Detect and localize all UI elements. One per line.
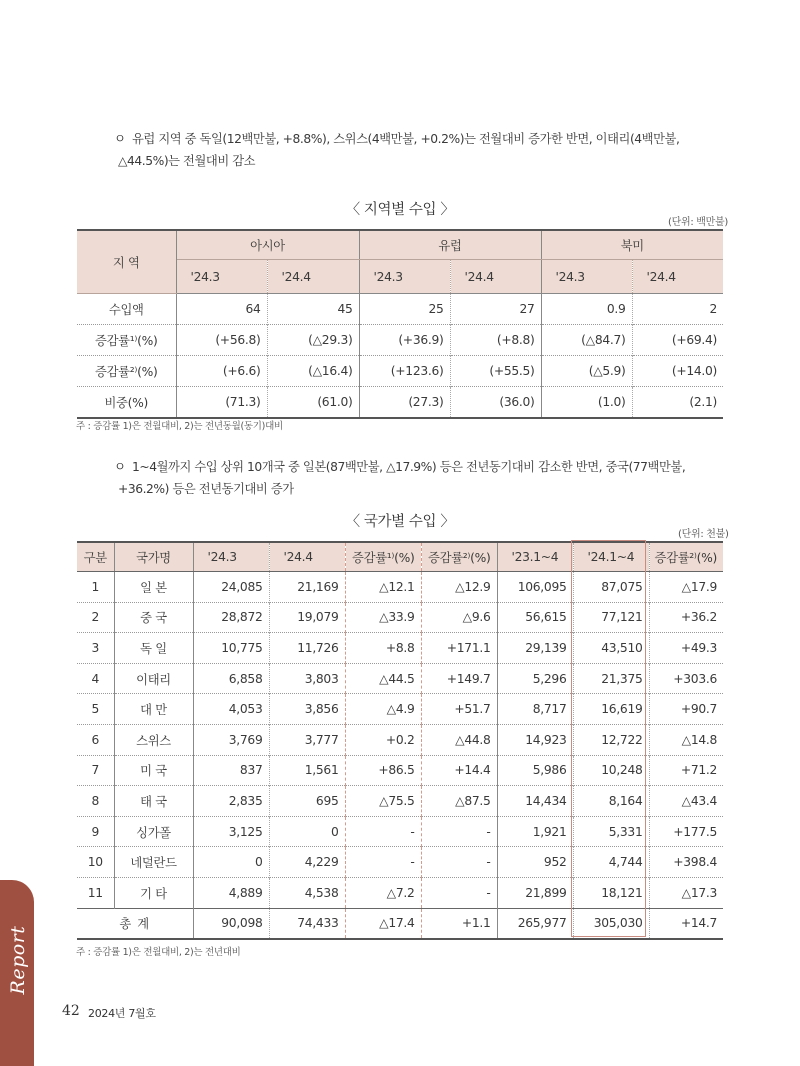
issue-label: 2024년 7월호 — [88, 1007, 156, 1020]
row-number: 4 — [77, 663, 114, 694]
table-cell: (+14.0) — [632, 356, 723, 387]
table2-title: 〈 국가별 수입 〉 — [345, 514, 455, 530]
table-cell: +36.2 — [649, 602, 723, 633]
table-cell: (+36.9) — [359, 325, 450, 356]
country-name: 중 국 — [114, 602, 193, 633]
country-name: 스위스 — [114, 724, 193, 755]
table-cell: (+55.5) — [450, 356, 541, 387]
row-number: 3 — [77, 633, 114, 664]
table-cell: (△5.9) — [541, 356, 632, 387]
table-cell: △43.4 — [649, 786, 723, 817]
table-cell: +177.5 — [649, 816, 723, 847]
col-header: 증감률²⁾(%) — [649, 542, 723, 572]
table-cell: 3,803 — [269, 663, 345, 694]
table-cell: 29,139 — [497, 633, 573, 664]
group-header-north-america: 북미 — [541, 230, 723, 260]
table-row — [77, 633, 723, 664]
table-cell: +8.8 — [345, 633, 421, 664]
row-number: 10 — [77, 847, 114, 878]
table2-unit: (단위: 천불) — [678, 529, 729, 540]
table-cell: +49.3 — [649, 633, 723, 664]
table-cell: △17.9 — [681, 579, 717, 594]
paragraph-europe — [114, 128, 730, 172]
table-cell: 16,619 — [573, 694, 649, 725]
period-header: '24.3 — [359, 260, 450, 294]
table-cell: 0 — [269, 816, 345, 847]
table-cell: 5,331 — [573, 816, 649, 847]
row-number: 1 — [77, 572, 114, 603]
col-header: '23.1~4 — [497, 542, 573, 572]
table-cell: (+6.6) — [176, 356, 267, 387]
row-number: 9 — [77, 816, 114, 847]
country-name: 미 국 — [114, 755, 193, 786]
table1-unit: (단위: 백만불) — [668, 217, 728, 228]
table-cell: 21,899 — [497, 877, 573, 908]
table-cell: 45 — [267, 294, 359, 325]
table-cell: (1.0) — [541, 387, 632, 419]
table-cell: 837 — [193, 755, 269, 786]
country-name: 독 일 — [114, 633, 193, 664]
table-cell: +14.4 — [421, 755, 497, 786]
country-name: 이태리 — [114, 663, 193, 694]
table-cell: 21,169 — [269, 572, 345, 603]
table-cell: +51.7 — [421, 694, 497, 725]
table-cell: 1,561 — [269, 755, 345, 786]
table-cell: △14.8 — [649, 724, 723, 755]
table-row — [77, 694, 723, 725]
row-label: 증감률¹⁾(%) — [77, 325, 176, 356]
table-cell: 695 — [269, 786, 345, 817]
table-cell: 4,538 — [269, 877, 345, 908]
table-cell: 12,722 — [573, 724, 649, 755]
row-number: 5 — [77, 694, 114, 725]
table-cell: +14.7 — [649, 908, 723, 939]
table-cell: (△16.4) — [267, 356, 359, 387]
table-row — [77, 572, 723, 603]
table-cell: +149.7 — [421, 663, 497, 694]
table-cell: 43,510 — [573, 633, 649, 664]
table-cell: (△29.3) — [267, 325, 359, 356]
table-cell: 106,095 — [497, 572, 573, 603]
bullet-marker: ㅇ — [114, 132, 126, 146]
table-cell: - — [421, 877, 497, 908]
table-cell: 952 — [497, 847, 573, 878]
table-row — [77, 816, 723, 847]
table-cell: 265,977 — [497, 908, 573, 939]
table-cell: 4,889 — [193, 877, 269, 908]
country-name: 네덜란드 — [114, 847, 193, 878]
country-import-table — [77, 541, 723, 940]
country-name: 기 타 — [114, 877, 193, 908]
table-cell: △87.5 — [421, 786, 497, 817]
table1-title: 〈 지역별 수입 〉 — [345, 202, 455, 218]
table-row — [77, 387, 723, 419]
row-label: 비중(%) — [77, 387, 176, 419]
table-row — [77, 877, 723, 908]
table-cell: △44.5 — [345, 663, 421, 694]
col-header-country: 국가명 — [114, 542, 193, 572]
table-cell: (+123.6) — [359, 356, 450, 387]
table-cell: +86.5 — [345, 755, 421, 786]
table-cell: 14,923 — [497, 724, 573, 755]
paragraph-text: 1~4월까지 수입 상위 10개국 중 일본(87백만불, △17.9%) 등은 전년동기대비 감소한 반면, 중국(77백만불, +36.2%) 등은 전년동기대비 증가 — [118, 460, 686, 496]
table-row — [77, 356, 723, 387]
table-cell: 2 — [709, 302, 718, 316]
table-row — [77, 325, 723, 356]
table-row — [77, 602, 723, 633]
table-cell: (2.1) — [632, 387, 723, 419]
table1-note: 주 : 증감률 1)은 전월대비, 2)는 전년동월(동기)대비 — [76, 421, 283, 432]
table-cell: 19,079 — [269, 602, 345, 633]
region-header: 지 역 — [77, 230, 176, 294]
table-cell: - — [421, 847, 497, 878]
period-header: '24.3 — [176, 260, 267, 294]
table-cell: 11,726 — [269, 633, 345, 664]
table-cell: 305,030 — [573, 908, 649, 939]
table-cell: △12.9 — [421, 572, 497, 603]
table-cell: 28,872 — [193, 602, 269, 633]
table-cell: - — [345, 847, 421, 878]
table-cell: +0.2 — [345, 724, 421, 755]
table-cell: 5,296 — [497, 663, 573, 694]
table-cell: 2,835 — [193, 786, 269, 817]
table-cell: 5,986 — [497, 755, 573, 786]
table-cell: 10,775 — [193, 633, 269, 664]
period-header: '24.4 — [267, 260, 359, 294]
table-cell: +1.1 — [421, 908, 497, 939]
row-number: 11 — [77, 877, 114, 908]
period-header: '24.4 — [450, 260, 541, 294]
paragraph-top10 — [114, 456, 730, 500]
page-number: 42 — [62, 1003, 80, 1019]
table-cell: 4,053 — [193, 694, 269, 725]
table-cell: △17.4 — [345, 908, 421, 939]
table-cell: 3,769 — [193, 724, 269, 755]
col-header: '24.4 — [269, 542, 345, 572]
table-cell: +71.2 — [649, 755, 723, 786]
table-cell: △7.2 — [345, 877, 421, 908]
row-number: 7 — [77, 755, 114, 786]
table-cell: +303.6 — [649, 663, 723, 694]
col-header: 증감률²⁾(%) — [421, 542, 497, 572]
table-cell: 18,121 — [573, 877, 649, 908]
table-cell: 8,164 — [573, 786, 649, 817]
total-row — [77, 908, 723, 939]
table-cell: 8,717 — [497, 694, 573, 725]
col-header: 증감률¹⁾(%) — [345, 542, 421, 572]
row-number: 8 — [77, 786, 114, 817]
table-cell: 21,375 — [573, 663, 649, 694]
table-cell: +398.4 — [649, 847, 723, 878]
country-name: 대 만 — [114, 694, 193, 725]
table-cell: △17.3 — [649, 877, 723, 908]
table-cell: 4,744 — [573, 847, 649, 878]
table-cell: - — [345, 816, 421, 847]
table-cell: - — [421, 816, 497, 847]
row-label: 증감률²⁾(%) — [77, 356, 176, 387]
table-cell: △75.5 — [345, 786, 421, 817]
table-cell: (+56.8) — [176, 325, 267, 356]
table-cell: 3,777 — [269, 724, 345, 755]
country-name: 일 본 — [114, 572, 193, 603]
row-label: 수입액 — [77, 294, 176, 325]
table2-note: 주 : 증감률 1)은 전월대비, 2)는 전년대비 — [76, 947, 241, 958]
table-row — [77, 663, 723, 694]
table-cell: 3,856 — [269, 694, 345, 725]
table-cell: 0.9 — [541, 294, 632, 325]
row-number: 6 — [77, 724, 114, 755]
table-row — [77, 755, 723, 786]
total-label: 총 계 — [77, 908, 193, 939]
table-row — [77, 847, 723, 878]
table-cell: 1,921 — [497, 816, 573, 847]
table-cell: 10,248 — [573, 755, 649, 786]
table-cell: 77,121 — [573, 602, 649, 633]
table-cell: (27.3) — [359, 387, 450, 419]
table-cell: 64 — [176, 294, 267, 325]
table-row — [77, 786, 723, 817]
table-cell: △44.8 — [421, 724, 497, 755]
group-header-europe: 유럽 — [359, 230, 541, 260]
table-cell: +90.7 — [649, 694, 723, 725]
table-cell: (36.0) — [450, 387, 541, 419]
table-cell: (+8.8) — [450, 325, 541, 356]
col-header: '24.3 — [193, 542, 269, 572]
col-header-no: 구분 — [77, 542, 114, 572]
table-cell: 56,615 — [497, 602, 573, 633]
country-name: 태 국 — [114, 786, 193, 817]
regional-import-table — [77, 229, 723, 419]
table-cell: 4,229 — [269, 847, 345, 878]
table-cell: △33.9 — [345, 602, 421, 633]
table-row — [77, 724, 723, 755]
table-cell: △12.1 — [345, 572, 421, 603]
table-cell: △4.9 — [345, 694, 421, 725]
report-tab-label: Report — [7, 925, 29, 995]
bullet-marker: ㅇ — [114, 460, 126, 474]
period-header: '24.4 — [632, 260, 723, 294]
table-cell: 27 — [450, 294, 541, 325]
table-cell: 74,433 — [269, 908, 345, 939]
table-row — [77, 294, 723, 325]
period-header: '24.3 — [541, 260, 632, 294]
col-header: '24.1~4 — [573, 542, 649, 572]
table-cell: 6,858 — [193, 663, 269, 694]
row-number: 2 — [77, 602, 114, 633]
country-name: 싱가폴 — [114, 816, 193, 847]
table-cell: 14,434 — [497, 786, 573, 817]
table-cell: +171.1 — [421, 633, 497, 664]
table-cell: (71.3) — [176, 387, 267, 419]
table-cell: 24,085 — [193, 572, 269, 603]
table-cell: 90,098 — [193, 908, 269, 939]
table-cell: 25 — [359, 294, 450, 325]
table-cell: (61.0) — [267, 387, 359, 419]
paragraph-text: 유럽 지역 중 독일(12백만불, +8.8%), 스위스(4백만불, +0.2%)는 전월대비 증가한 반면, 이태리(4백만불, △44.5%)는 전월대비 감소 — [118, 132, 680, 168]
table-cell: 87,075 — [573, 572, 649, 603]
table-cell: (+69.4) — [632, 325, 723, 356]
table-cell: 0 — [193, 847, 269, 878]
table-cell: 3,125 — [193, 816, 269, 847]
table-cell: △9.6 — [421, 602, 497, 633]
table-cell: (△84.7) — [541, 325, 632, 356]
group-header-asia: 아시아 — [176, 230, 359, 260]
